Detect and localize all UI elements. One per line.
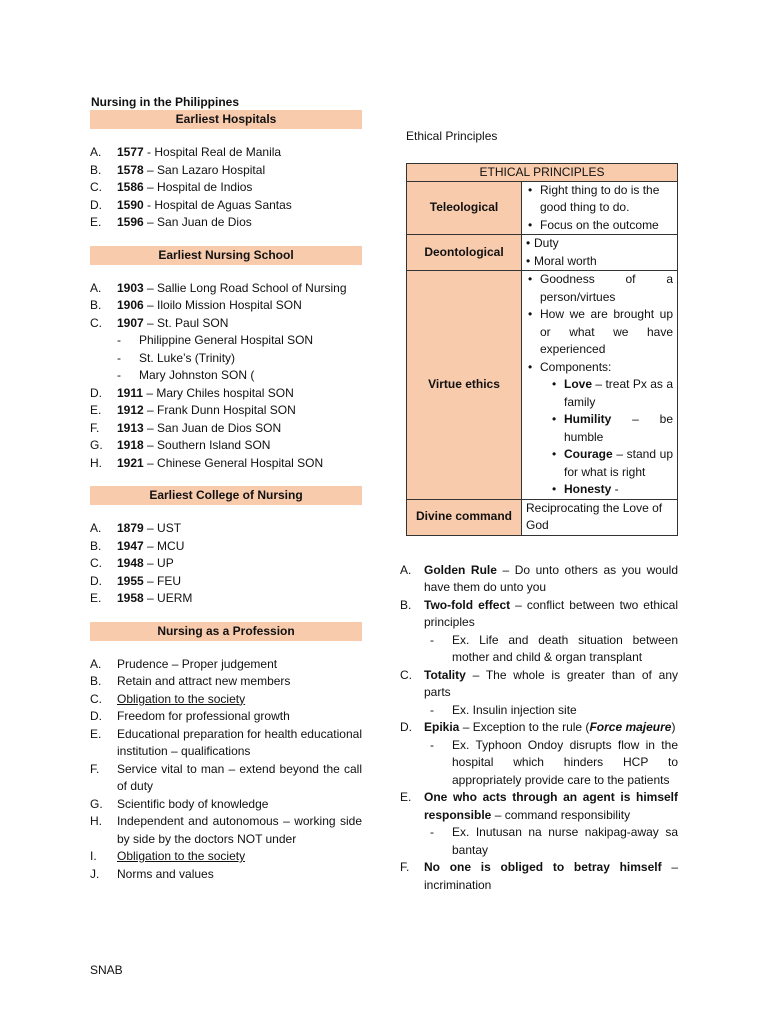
list-item: H. 1921 – Chinese General Hospital SON — [90, 455, 324, 470]
ethical-rules-list — [400, 562, 678, 895]
list-item: E. 1596 – San Juan de Dios — [90, 215, 252, 229]
list-item: D. 1590 - Hospital de Aguas Santas — [90, 197, 292, 212]
list-item: A. 1879 – UST — [90, 521, 182, 535]
list-item: A. Golden Rule – Do unto others as you would have them do unto you — [400, 562, 678, 594]
sub-item: - Mary Johnston SON ( — [117, 367, 362, 385]
list-item: B. 1906 – Iloilo Mission Hospital SON — [90, 298, 302, 312]
section-header-hospitals: Earliest Hospitals — [90, 110, 362, 129]
list-item: F. Service vital to man – extend beyond the call of duty — [90, 761, 362, 793]
hospitals-list — [90, 144, 362, 232]
bullet-item: • Right thing to do is the good thing to do. — [526, 182, 673, 217]
list-item: F. 1913 – San Juan de Dios SON — [90, 420, 282, 435]
table-row — [407, 235, 678, 271]
list-item: G. Scientific body of knowledge — [90, 796, 269, 811]
list-item: B. 1947 – MCU — [90, 538, 185, 553]
footer-text: SNAB — [90, 963, 123, 977]
list-item: C. 1586 – Hospital de Indios — [90, 180, 253, 194]
bullet-item: • Love – treat Px as a family — [550, 376, 673, 411]
bullet-item: • Honesty - — [550, 481, 673, 499]
list-item: I. Obligation to the society — [90, 849, 246, 863]
table-row — [407, 271, 678, 500]
table-row — [407, 499, 678, 535]
list-item: C. 1948 – UP — [90, 556, 174, 570]
list-item: C. 1907 – St. Paul SON - Philippine General Hospital SON - St. Luke’s (Trinity) - Mary Johnston SON ( — [90, 315, 362, 385]
section-header-profession: Nursing as a Profession — [90, 622, 362, 641]
list-item: D. Freedom for professional growth — [90, 709, 290, 723]
list-item: E. One who acts through an agent is himself responsible – command responsibility - Ex. Inutusan na nurse nakipag-away sa bantay — [400, 789, 678, 859]
sub-item: - Ex. Inutusan na nurse nakipag-away sa bantay — [430, 824, 678, 859]
list-item: E. 1958 – UERM — [90, 591, 193, 605]
row-label-deontological: Deontological — [407, 235, 522, 271]
ethical-principles-title: Ethical Principles — [406, 129, 498, 143]
profession-list — [90, 656, 362, 884]
college-list — [90, 520, 362, 608]
divine-command-text: Reciprocating the Love of God — [522, 499, 678, 535]
bullet-item: • Focus on the outcome — [526, 217, 673, 235]
list-item: C. Obligation to the society — [90, 691, 246, 706]
bullet-item: • Components: • Love – treat Px as a family • Humility – be humble • Courage – stand up for what is right • Honesty - — [526, 359, 673, 499]
bullet-item: • How we are brought up or what we have experienced — [526, 306, 673, 359]
sub-item: - St. Luke’s (Trinity) — [117, 350, 362, 368]
sub-item: - Philippine General Hospital SON — [117, 332, 362, 350]
bullet-item: • Goodness of a person/virtues — [526, 271, 673, 306]
list-item: G. 1918 – Southern Island SON — [90, 438, 271, 452]
list-item: J. Norms and values — [90, 866, 214, 881]
list-item: E. 1912 – Frank Dunn Hospital SON — [90, 403, 296, 417]
nursing-school-list — [90, 280, 362, 473]
left-column — [90, 110, 362, 897]
list-item: A. Prudence – Proper judgement — [90, 656, 278, 671]
list-item: D. 1955 – FEU — [90, 573, 182, 588]
table-row — [407, 181, 678, 235]
list-item: B. Two-fold effect – conflict between two ethical principles - Ex. Life and death situation between mother and child & organ transplant — [400, 597, 678, 667]
list-item: A. 1577 - Hospital Real de Manila — [90, 145, 282, 159]
table-header: ETHICAL PRINCIPLES — [407, 163, 678, 181]
sub-item: - Ex. Typhoon Ondoy disrupts flow in the hospital which hinders HCP to appropriately provide care to the patients — [430, 737, 678, 790]
ethical-principles-table — [406, 163, 678, 536]
row-label-virtue-ethics: Virtue ethics — [407, 271, 522, 500]
list-item: B. 1578 – San Lazaro Hospital — [90, 162, 266, 177]
right-column — [400, 128, 678, 894]
row-label-teleological: Teleological — [407, 181, 522, 235]
sub-list — [117, 332, 362, 385]
bullet-item: • Duty — [524, 235, 673, 253]
row-label-divine-command: Divine command — [407, 499, 522, 535]
list-item: D. Epikia – Exception to the rule (Force majeure) - Ex. Typhoon Ondoy disrupts flow in the hospital which hinders HCP to appropriately provide care to the patients — [400, 719, 678, 789]
document-title: Nursing in the Philippines — [91, 95, 240, 109]
section-header-college: Earliest College of Nursing — [90, 486, 362, 505]
sub-item: - Ex. Life and death situation between mother and child & organ transplant — [430, 632, 678, 667]
bullet-item: • Humility – be humble — [550, 411, 673, 446]
section-header-nursing-school: Earliest Nursing School — [90, 246, 362, 265]
bullet-item: • Courage – stand up for what is right — [550, 446, 673, 481]
list-item: F. No one is obliged to betray himself – incrimination — [400, 860, 678, 892]
sub-item: - Ex. Insulin injection site — [430, 702, 678, 720]
list-item: C. Totality – The whole is greater than of any parts - Ex. Insulin injection site — [400, 667, 678, 720]
list-item: H. Independent and autonomous – working side by side by the doctors NOT under — [90, 814, 362, 846]
list-item: E. Educational preparation for health educational institution – qualifications — [90, 726, 362, 758]
list-item: A. 1903 – Sallie Long Road School of Nursing — [90, 280, 347, 295]
bullet-item: • Moral worth — [524, 253, 673, 271]
list-item: B. Retain and attract new members — [90, 674, 291, 688]
list-item: D. 1911 – Mary Chiles hospital SON — [90, 385, 294, 400]
